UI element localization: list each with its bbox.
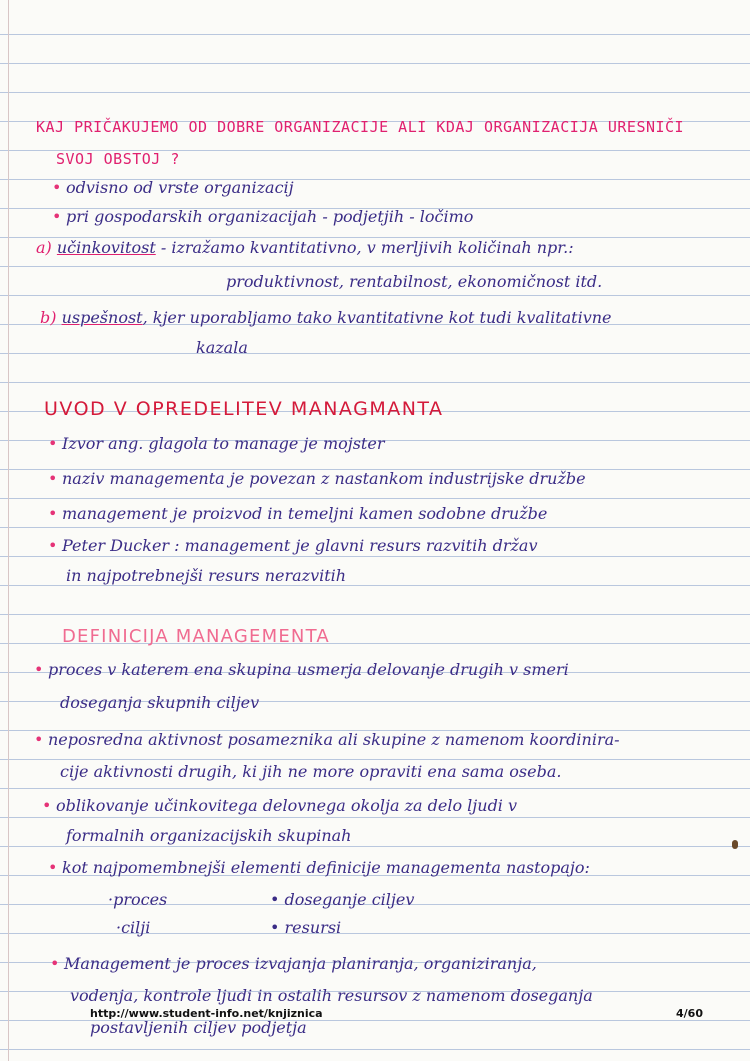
element-text: cilji <box>121 918 151 937</box>
bullet-dot: · <box>108 890 114 909</box>
bullet-dot: • <box>52 178 62 197</box>
list-item-text: naziv managementa je povezan z nastankom industrijske družbe <box>62 469 586 488</box>
list-item <box>42 796 517 815</box>
element-text: resursi <box>284 918 342 937</box>
list-item <box>48 504 547 523</box>
element-item <box>270 918 341 937</box>
bullet-dot: • <box>48 434 58 453</box>
item-b-text: , kjer uporabljamo tako kvantitativne kot tudi kvalitativne <box>142 308 612 327</box>
item-b <box>40 308 612 327</box>
element-text: proces <box>113 890 168 909</box>
list-item-continuation: doseganja skupnih ciljev <box>60 693 260 712</box>
list-item-text: proces v katerem ena skupina usmerja delovanje drugih v smeri <box>48 660 569 679</box>
item-a-prefix: a) <box>36 238 52 257</box>
list-item <box>52 207 473 226</box>
bullet-dot: • <box>48 536 58 555</box>
section1-heading-line2: SVOJ OBSTOJ ? <box>56 150 180 168</box>
item-a <box>36 238 574 257</box>
list-item-text: Management je proces izvajanja planiranja, organiziranja, <box>64 954 537 973</box>
bullet-dot: • <box>48 504 58 523</box>
margin-line <box>8 0 9 1061</box>
list-item-text: pri gospodarskih organizacijah - podjetjih - ločimo <box>66 207 474 226</box>
list-item <box>48 469 586 488</box>
element-item <box>116 918 150 937</box>
bullet-dot: • <box>270 918 285 937</box>
list-item-text: Izvor ang. glagola to manage je mojster <box>62 434 385 453</box>
item-a-text: - izražamo kvantitativno, v merljivih količinah npr.: <box>155 238 574 257</box>
list-item-text: Peter Ducker : management je glavni resurs razvitih držav <box>62 536 538 555</box>
list-item-text: kot najpomembnejši elementi definicije managementa nastopajo: <box>62 858 590 877</box>
bullet-dot: · <box>116 918 122 937</box>
list-item <box>34 730 620 749</box>
list-item-text: odvisno od vrste organizacij <box>66 178 294 197</box>
list-item <box>48 858 590 877</box>
bullet-dot: • <box>34 660 44 679</box>
item-b-continuation: kazala <box>196 338 248 357</box>
element-item <box>270 890 414 909</box>
footer-url: http://www.student-info.net/knjiznica <box>90 1007 323 1020</box>
list-item-continuation: vodenja, kontrole ljudi in ostalih resursov z namenom doseganja <box>70 986 593 1005</box>
list-item-continuation: formalnih organizacijskih skupinah <box>66 826 352 845</box>
section1-heading-line1: KAJ PRIČAKUJEMO OD DOBRE ORGANIZACIJE ALI KDAJ ORGANIZACIJA URESNIČI <box>36 118 685 136</box>
list-item <box>48 536 538 555</box>
bullet-dot: • <box>52 207 62 226</box>
section2-heading: UVOD V OPREDELITEV MANAGMANTA <box>44 398 444 420</box>
list-item-continuation: cije aktivnosti drugih, ki jih ne more opraviti ena sama oseba. <box>60 762 562 781</box>
bullet-dot: • <box>270 890 285 909</box>
list-item <box>52 178 294 197</box>
list-item-text: management je proizvod in temeljni kamen sodobne družbe <box>62 504 548 523</box>
element-text: doseganje ciljev <box>284 890 415 909</box>
bullet-dot: • <box>48 469 58 488</box>
item-a-continuation: produktivnost, rentabilnost, ekonomičnost itd. <box>226 272 603 291</box>
list-item <box>48 434 384 453</box>
bullet-dot: • <box>42 796 52 815</box>
item-b-term: uspešnost <box>61 308 143 327</box>
list-item-text: neposredna aktivnost posameznika ali skupine z namenom koordinira- <box>48 730 620 749</box>
item-b-prefix: b) <box>40 308 57 327</box>
bullet-dot: • <box>48 858 58 877</box>
section3-heading: DEFINICIJA MANAGEMENTA <box>62 626 330 647</box>
ink-dot <box>732 840 738 849</box>
item-a-term: učinkovitost <box>56 238 156 257</box>
list-item-text: oblikovanje učinkovitega delovnega okolja za delo ljudi v <box>56 796 518 815</box>
list-item <box>34 660 569 679</box>
element-item <box>108 890 167 909</box>
bullet-dot: • <box>50 954 60 973</box>
section2-continuation: in najpotrebnejši resurs nerazvitih <box>66 566 347 585</box>
list-item <box>50 954 537 973</box>
list-item-continuation: postavljenih ciljev podjetja <box>90 1018 307 1037</box>
page-number: 4/60 <box>676 1007 703 1020</box>
bullet-dot: • <box>34 730 44 749</box>
